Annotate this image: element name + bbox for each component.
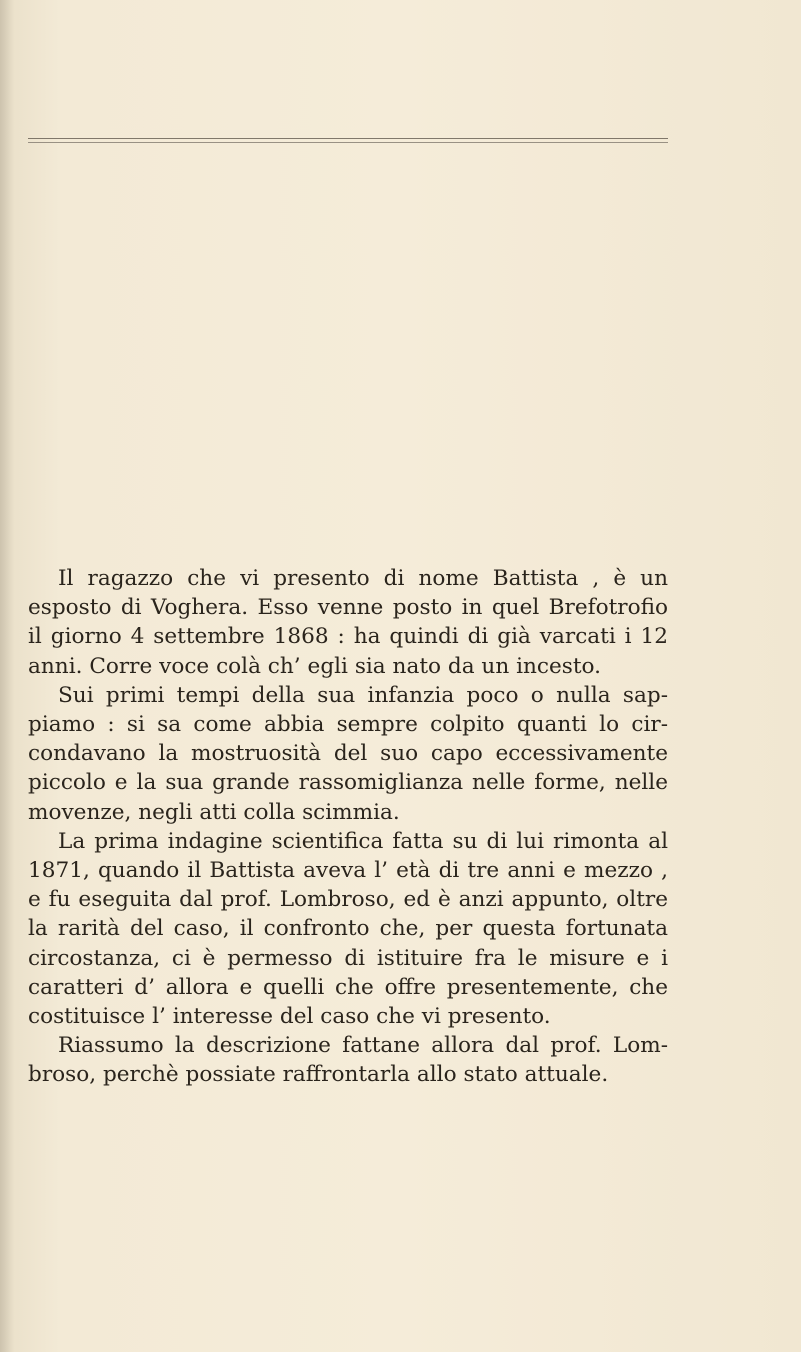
- body-text: [28, 564, 668, 1090]
- paragraph-4: Riassumo la descrizione fattane allora dal prof. Lombroso, perchè possiate raffrontarla allo stato attuale.: [28, 1033, 668, 1088]
- paragraph-1: Il ragazzo che vi presento di nome Battista , è un esposto di Voghera. Esso venne posto in quel Brefotrofio il giorno 4 settembre 1868 : ha quindi di già varcati i 12 anni. Corre voce colà ch’ egli sia nato da un incesto.: [28, 566, 668, 679]
- header-rule: [28, 138, 668, 143]
- page-edge-shadow: [0, 0, 14, 1352]
- paragraph-3: La prima indagine scientifica fatta su di lui rimonta al 1871, quando il Battista aveva l’ età di tre anni e mezzo , e fu eseguita dal prof. Lombroso, ed è anzi appunto, oltre la rarità del caso, il confronto che, per questa fortunata circostanza, ci è permesso di istituire fra le misure e i caratteri d’ allora e quelli che offre presentemente, che costituisce l’ interesse del caso che vi presento.: [28, 828, 668, 1030]
- paragraph-2: Sui primi tempi della sua infanzia poco o nulla sappiamo : si sa come abbia sempre colpito quanti lo circondavano la mostruosità del suo capo eccessivamente piccolo e la sua grande rassomiglianza nelle forme, nelle movenze, negli atti colla scimmia.: [28, 682, 668, 825]
